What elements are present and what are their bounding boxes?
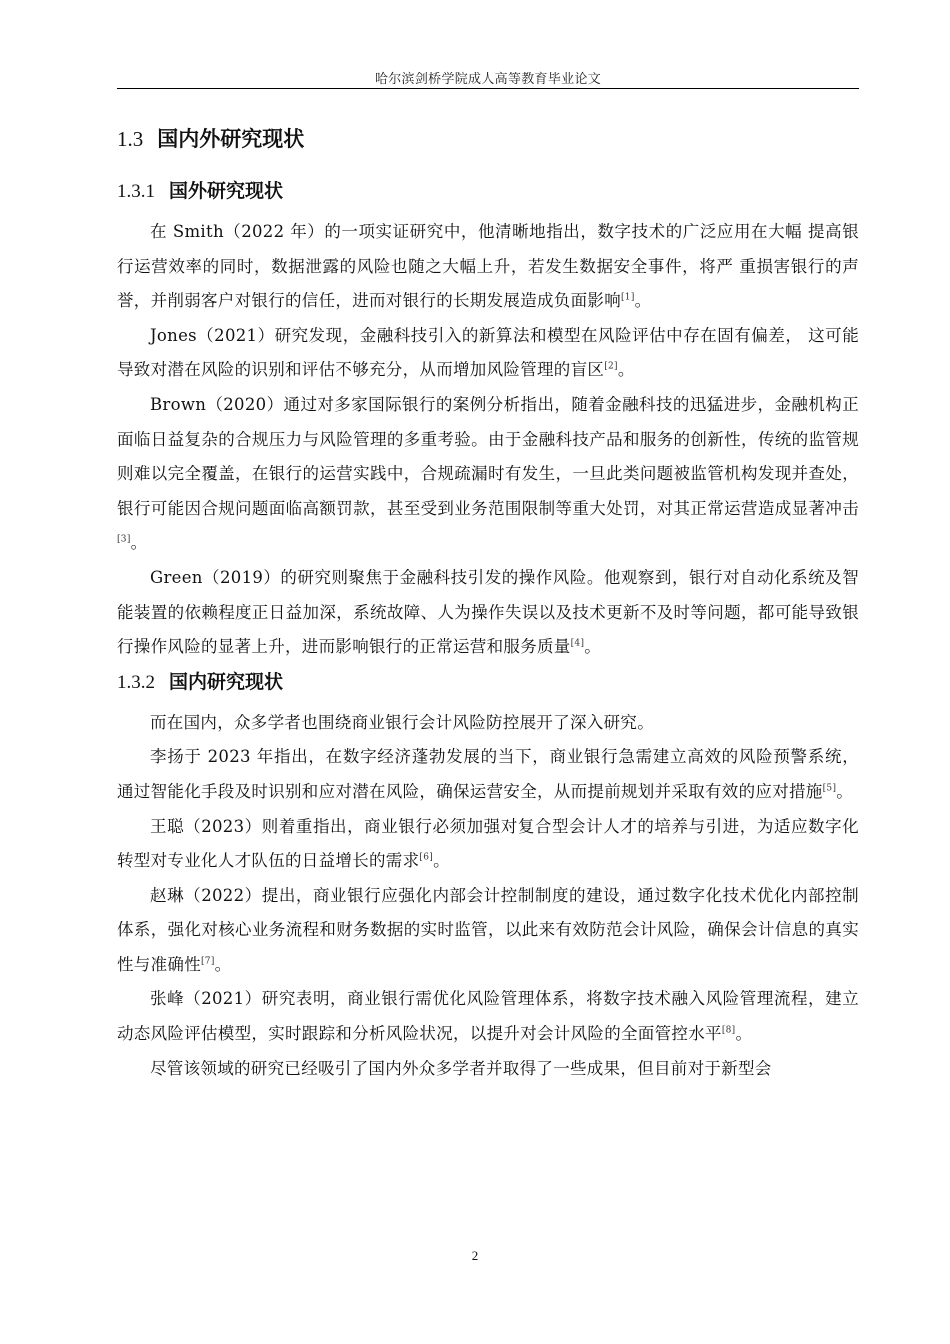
paragraph-text: 在 Smith（2022 年）的一项实证研究中，他清晰地指出，数字技术的广泛应用在大幅 提高银行运营效率的同时，数据泄露的风险也随之大幅上升，若发生数据安全事件，将严 重损害银行的声誉，并削弱客户对银行的信任，进而对银行的长期发展造成负面影响 — [117, 222, 859, 311]
subsection-heading-foreign — [117, 174, 859, 209]
paragraph-end: 。 — [735, 1024, 753, 1044]
paragraph — [117, 706, 859, 741]
paragraph-text: Brown（2020）通过对多家国际银行的案例分析指出，随着金融科技的迅猛进步，金融机构正面临日益复杂的合规压力与风险管理的多重考验。由于金融科技产品和服务的创新性，传统的监管规则难以完全覆盖，在银行的运营实践中，合规疏漏时有发生，一旦此类问题被监管机构发现并查处，银行可能因合规问题面临高额罚款，甚至受到业务范围限制等重大处罚，对其正常运营造成显著冲击 — [117, 394, 859, 518]
citation-marker: [6] — [419, 852, 434, 863]
section-title: 国内外研究现状 — [157, 127, 305, 151]
paragraph-text: 张峰（2021）研究表明，商业银行需优化风险管理体系，将数字技术融入风险管理流程，建立动态风险评估模型，实时跟踪和分析风险状况，以提升对会计风险的全面管控水平 — [117, 989, 859, 1044]
citation-marker: [1] — [621, 292, 635, 303]
paragraph — [117, 879, 859, 983]
citation-marker: [8] — [721, 1025, 736, 1036]
paragraph-end: 。 — [836, 781, 854, 801]
running-header: 哈尔滨剑桥学院成人高等教育毕业论文 — [374, 72, 602, 87]
paragraph-text: 尽管该领域的研究已经吸引了国内外众多学者并取得了一些成果，但目前对于新型会 — [150, 1058, 772, 1078]
section-number: 1.3 — [117, 127, 144, 151]
subsection-heading-domestic — [117, 665, 859, 700]
header-divider — [117, 88, 859, 89]
paragraph-text: Green（2019）的研究则聚焦于金融科技引发的操作风险。他观察到，银行对自动化系统及智能装置的依赖程度正日益加深，系统故障、人为操作失误以及技术更新不及时等问题，都可能导致银行操作风险的显著上升，进而影响银行的正常运营和服务质量 — [117, 567, 859, 657]
paragraph-text: Jones（2021）研究发现，金融科技引入的新算法和模型在风险评估中存在固有偏差， 这可能导致对潜在风险的识别和评估不够充分，从而增加风险管理的盲区 — [117, 325, 859, 380]
paragraph-text: 李扬于 2023 年指出，在数字经济蓬勃发展的当下，商业银行急需建立高效的风险预警系统，通过智能化手段及时识别和应对潜在风险，确保运营安全，从而提前规划并采取有效的应对措施 — [117, 747, 859, 801]
paragraph-end: 。 — [130, 533, 148, 553]
paragraph — [117, 1052, 859, 1087]
paragraph — [117, 810, 859, 879]
citation-marker: [4] — [570, 638, 585, 649]
paragraph — [117, 319, 859, 388]
citation-marker: [2] — [604, 361, 618, 372]
citation-marker: [7] — [201, 956, 215, 967]
paragraph-end: 。 — [634, 291, 652, 311]
paragraph-text: 赵琳（2022）提出，商业银行应强化内部会计控制制度的建设，通过数字化技术优化内部控制体系，强化对核心业务流程和财务数据的实时监管，以此来有效防范会计风险，确保会计信息的真实性与准确性 — [117, 885, 859, 974]
subsection-title: 国内研究现状 — [169, 670, 284, 693]
paragraph-text: 王聪（2023）则着重指出，商业银行必须加强对复合型会计人才的培养与引进，为适应数字化转型对专业化人才队伍的日益增长的需求 — [117, 816, 859, 871]
subsection-title: 国外研究现状 — [169, 180, 284, 202]
section-heading — [117, 122, 859, 156]
paragraph-end: 。 — [214, 954, 232, 974]
paragraph-end: 。 — [584, 637, 602, 657]
page-number: 2 — [471, 1248, 479, 1263]
subsection-number: 1.3.2 — [117, 671, 155, 693]
paragraph — [117, 561, 859, 665]
paragraph-end: 。 — [617, 360, 635, 380]
paragraph-text: 而在国内，众多学者也围绕商业银行会计风险防控展开了深入研究。 — [150, 712, 654, 732]
paragraph — [117, 982, 859, 1051]
page-body — [117, 122, 859, 1086]
citation-marker: [5] — [822, 783, 837, 794]
subsection-number: 1.3.1 — [117, 181, 155, 202]
citation-marker: [3] — [117, 534, 131, 545]
paragraph — [117, 388, 859, 561]
paragraph-end: 。 — [433, 851, 450, 871]
paragraph — [117, 215, 859, 319]
paragraph — [117, 740, 859, 809]
